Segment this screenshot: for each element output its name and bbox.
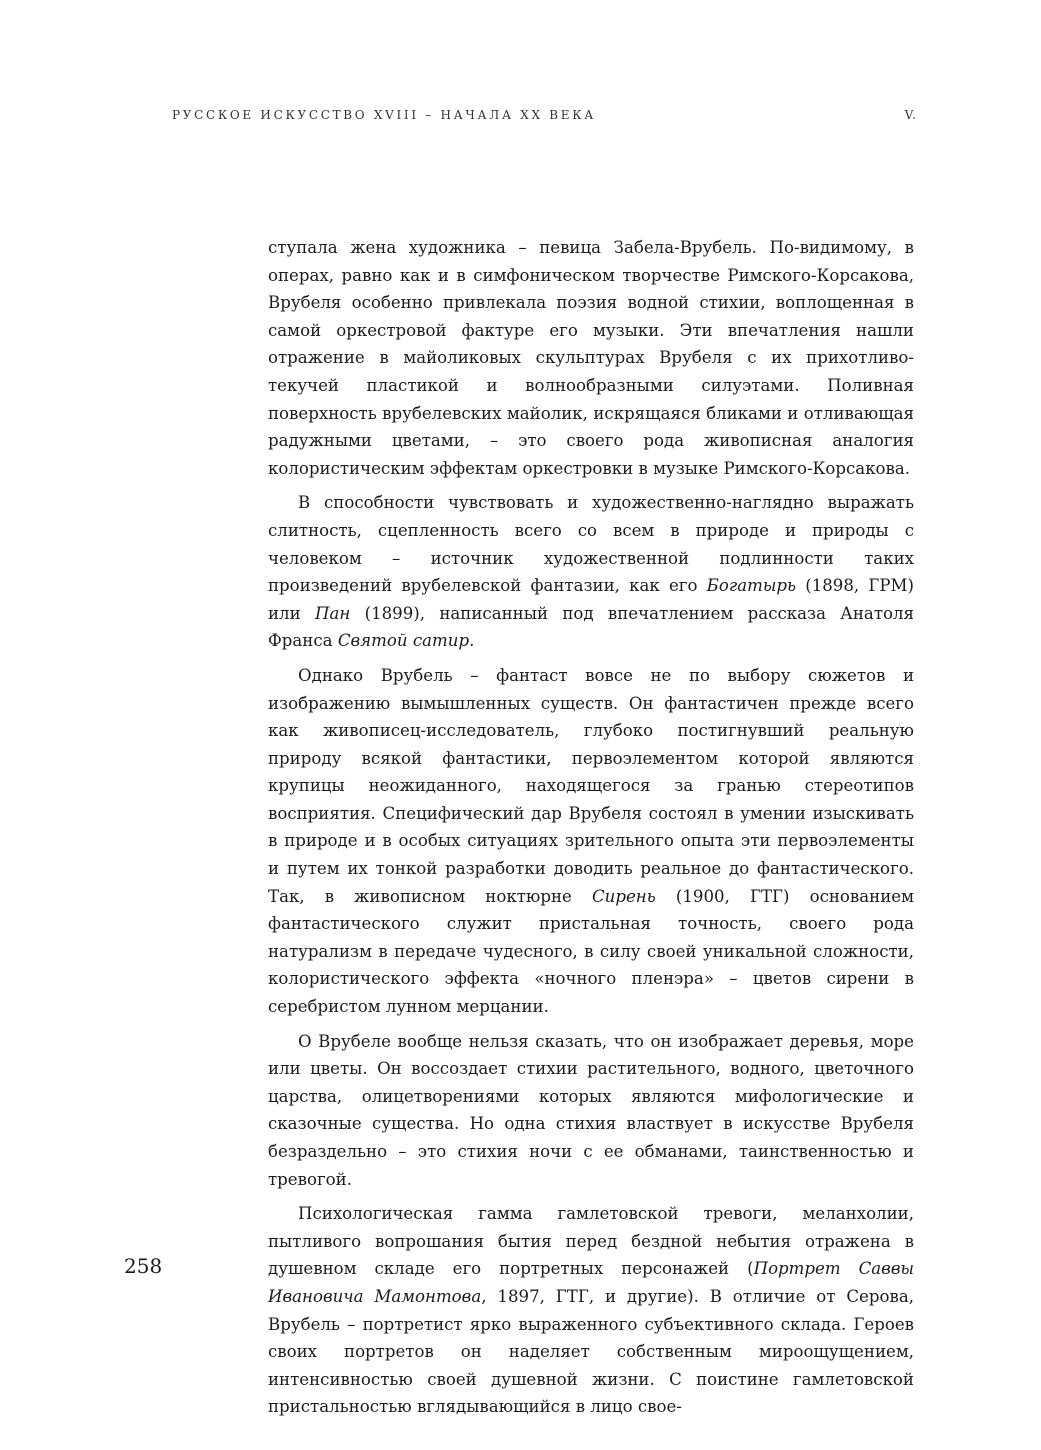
page-number: 258 — [124, 1254, 163, 1278]
text-run: (1899), написанный под впечатлением рассказа Анатоля Франса — [268, 603, 915, 651]
paragraph — [268, 1200, 914, 1421]
body-text — [268, 234, 914, 1428]
paragraph — [268, 489, 914, 655]
running-head — [172, 108, 917, 128]
text-run: , 1897, ГТГ, и другие). В отличие от Серова, Врубель – портретист ярко выраженного субъективного склада. Героев своих портретов он наделяет собственным мироощущением, интенсивностью своей душевной жизни. С поистине гамлетовской пристальностью вглядывающийся в лицо свое- — [268, 1286, 914, 1417]
text-run: (1900, ГТГ) основанием фантастического служит пристальная точность, своего рода натурализм в передаче чудесного, в силу своей уникальной сложности, колористического эффекта «ночного пленэра» – цветов сирени в серебристом лунном мерцании. — [268, 886, 915, 1017]
artwork-title: Богатырь — [706, 576, 797, 596]
running-head-title: РУССКОЕ ИСКУССТВО XVIII – НАЧАЛА XX ВЕКА — [172, 108, 596, 122]
paragraph — [268, 1028, 914, 1194]
paragraph — [268, 662, 914, 1021]
artwork-title: Святой сатир — [337, 631, 470, 651]
text-run: В способности чувствовать и художественно-наглядно выражать слитность, сцепленность всего со всем в природе и природы с человеком – источник художественной подлинности таких произведений врубелевской фантазии, как его — [268, 493, 914, 596]
text-run: О Врубеле вообще нельзя сказать, что он изображает деревья, море или цветы. Он воссоздает стихии растительного, водного, цветочного царства, олицетворениями которых являются мифологические и сказочные существа. Но одна стихия властвует в искусстве Врубеля безраздельно – это стихия ночи с ее обманами, таинственностью и тревогой. — [268, 1031, 914, 1189]
text-run: (1898, ГРМ) или — [268, 576, 914, 623]
paragraph — [268, 234, 914, 482]
artwork-title: Сирень — [591, 886, 656, 906]
text-run: Однако Врубель – фантаст вовсе не по выбору сюжетов и изображению вымышленных существ. Он фантастичен прежде всего как живописец-исследователь, глубоко постигнувший реальную природу всякой фантастики, первоэлементом которой являются крупицы неожиданного, находящегося за гранью стереотипов восприятия. Специфический дар Врубеля состоял в умении изыскивать в природе и в особых ситуациях зрительного опыта эти первоэлементы и путем их тонкой разработки доводить реальное до фантастического. Так, в живописном ноктюрне — [268, 665, 914, 906]
text-run: ступала жена художника – певица Забела-Врубель. По-видимому, в операх, равно как и в симфоническом творчестве Римского-Корсакова, Врубеля особенно привлекала поэзия водной стихии, воплощенная в самой оркестровой фактуре его музыки. Эти впечатления нашли отражение в майоликовых скульптурах Врубеля с их прихотливо-текучей пластикой и волнообразными силуэтами. Поливная поверхность врубелевских майолик, искрящаяся бликами и отливающая радужными цветами, – это своего рода живописная аналогия колористическим эффектам оркестровки в музыке Римского-Корсакова. — [268, 238, 914, 478]
artwork-title: Портрет Саввы Ивановича Мамонтова — [268, 1259, 915, 1306]
artwork-title: Пан — [314, 603, 351, 623]
text-run: Психологическая гамма гамлетовской тревоги, меланхолии, пытливого вопрошания бытия перед бездной небытия отражена в душевном складе его портретных персонажей ( — [268, 1204, 914, 1279]
running-head-section: V. — [904, 108, 917, 122]
text-run: . — [469, 631, 475, 651]
